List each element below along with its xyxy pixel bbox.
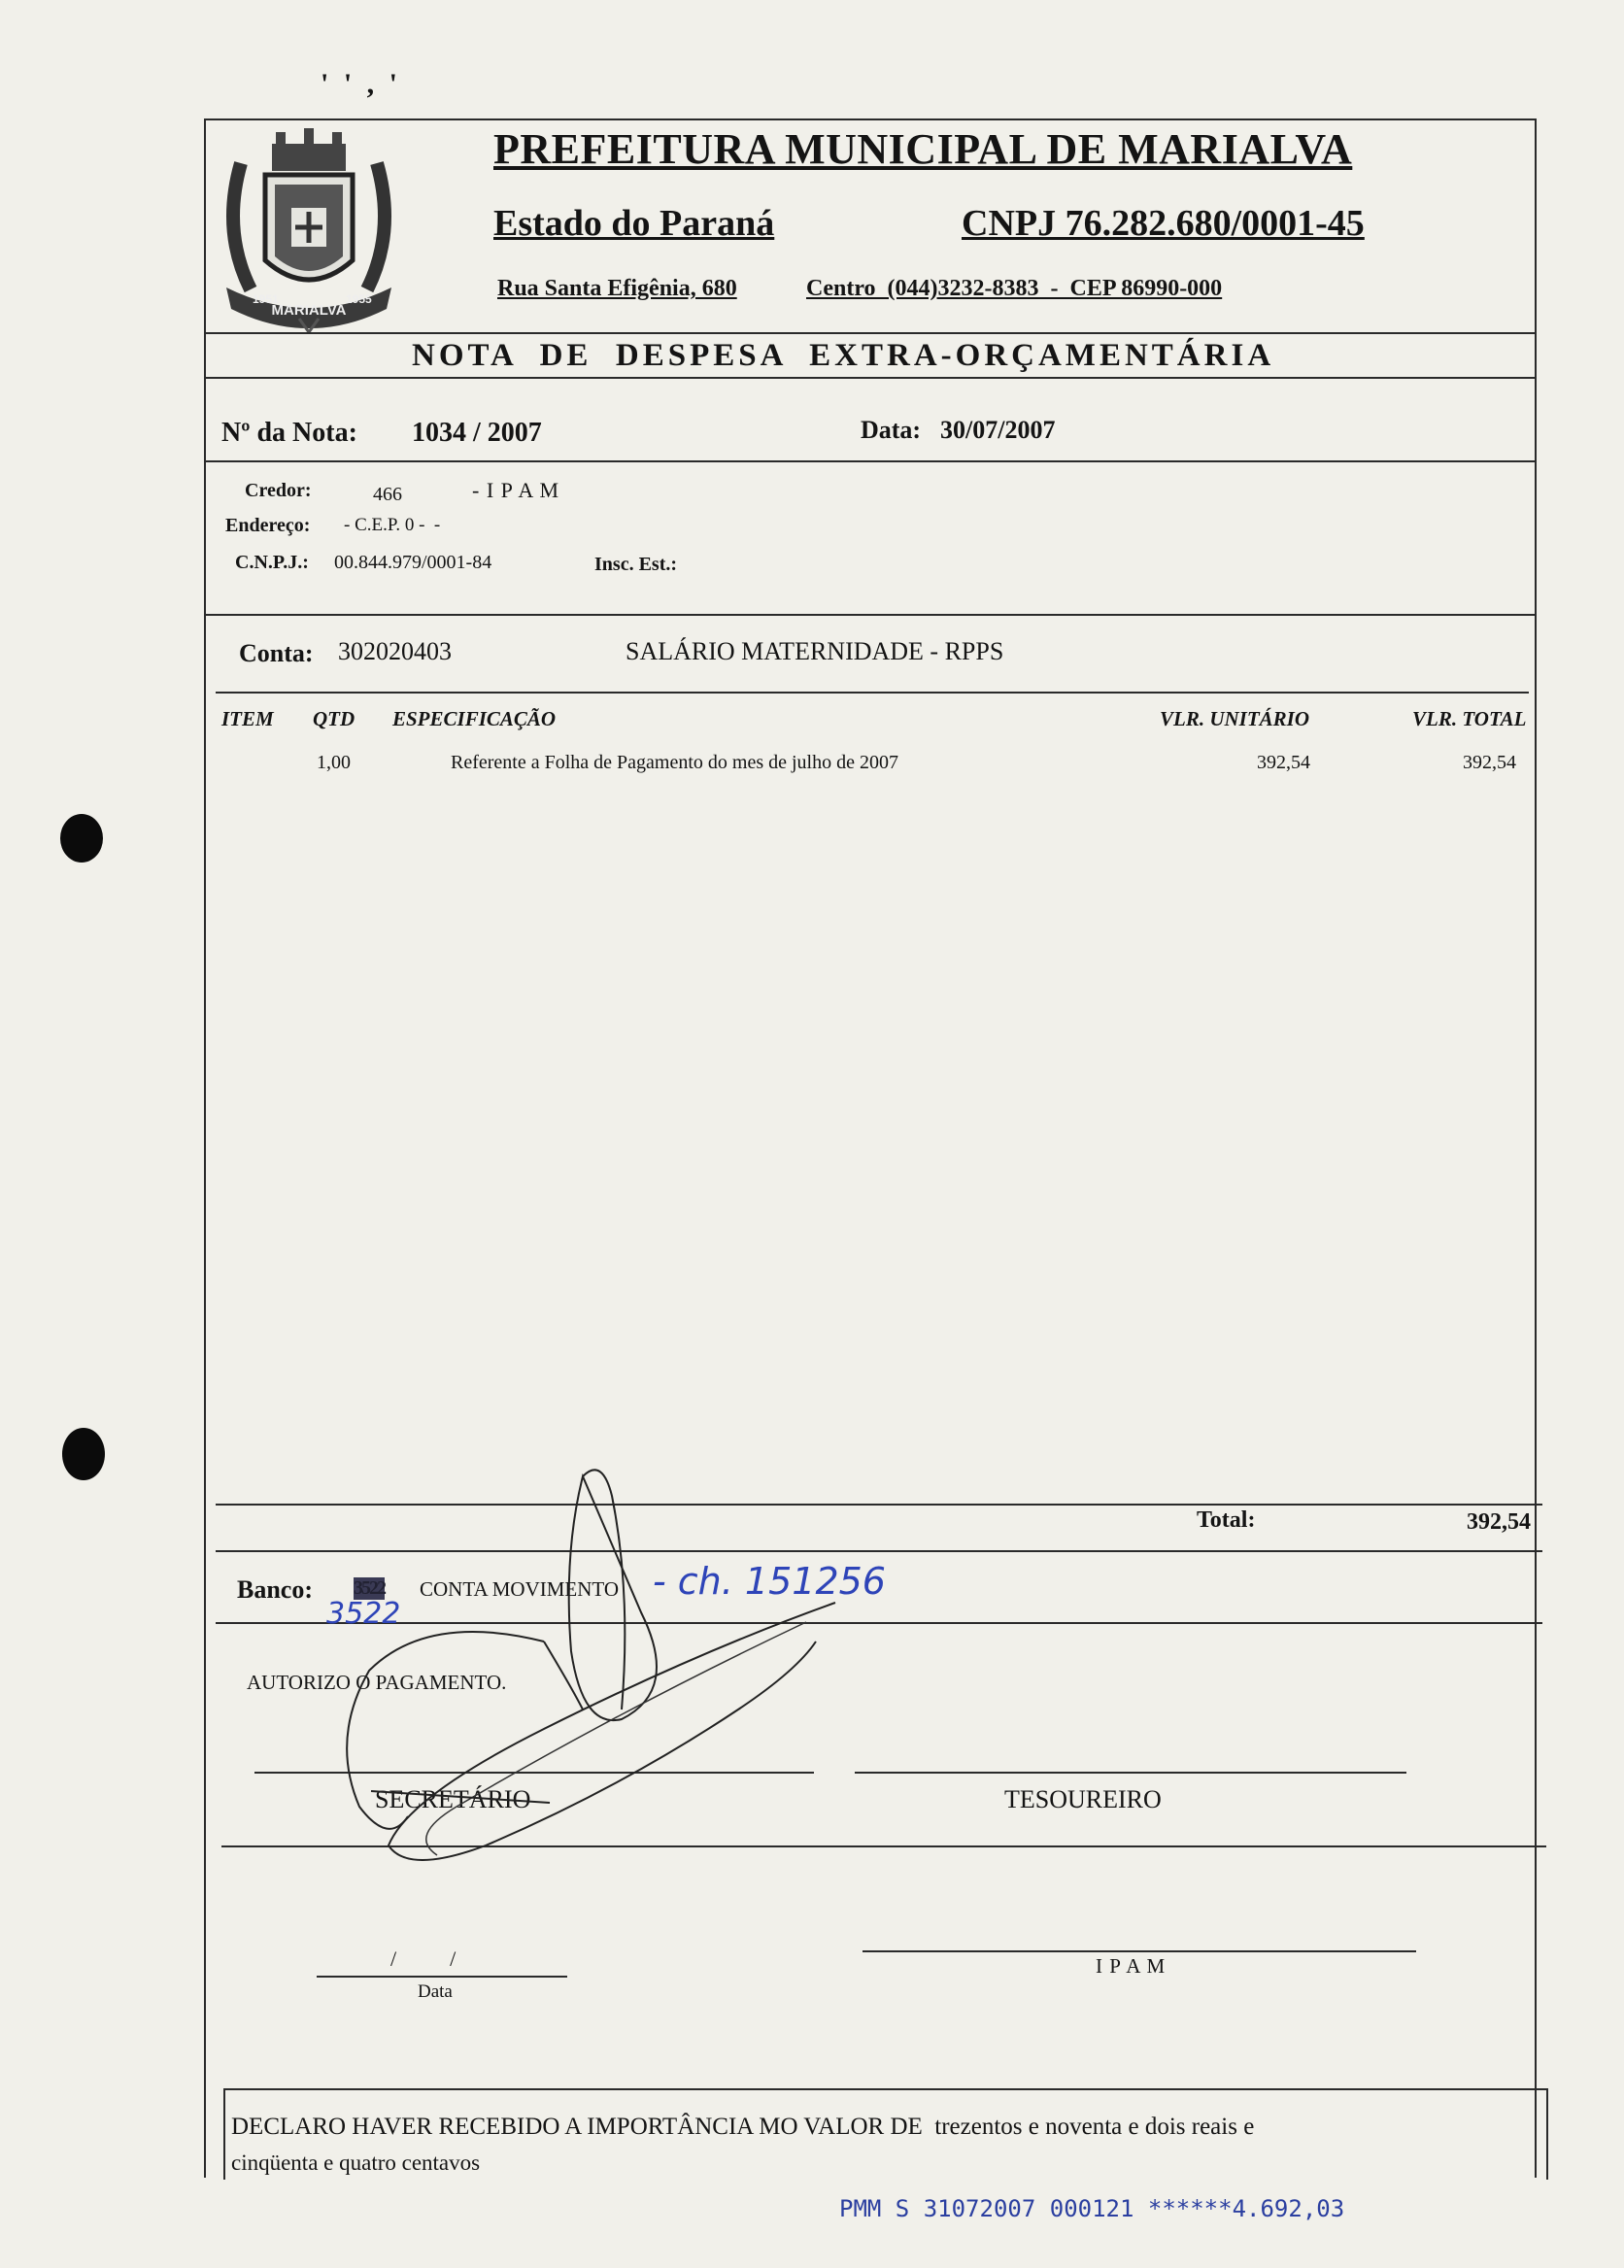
document-title: NOTA DE DESPESA EXTRA-ORÇAMENTÁRIA bbox=[412, 338, 1275, 373]
account-label: Conta: bbox=[239, 639, 314, 667]
col-header-especificacao: ESPECIFICAÇÃO bbox=[392, 707, 557, 730]
address-street: Rua Santa Efigênia, 680 bbox=[497, 276, 737, 301]
address-rest: Centro (044)3232-8383 - CEP 86990-000 bbox=[806, 276, 1223, 301]
recipient-label: I P A M bbox=[1096, 1954, 1167, 1978]
receipt-date-slashes: / / bbox=[390, 1946, 457, 1971]
insc-est-label: Insc. Est.: bbox=[594, 554, 678, 575]
endereco-label: Endereço: bbox=[225, 515, 311, 536]
receipt-date-label: Data bbox=[418, 1981, 453, 2002]
bank-label: Banco: bbox=[237, 1575, 313, 1604]
total-value: 392,54 bbox=[1467, 1509, 1531, 1535]
bank-account-text: CONTA MOVIMENTO bbox=[420, 1577, 620, 1601]
institution-title: PREFEITURA MUNICIPAL DE MARIALVA bbox=[493, 125, 1353, 173]
credor-label: Credor: bbox=[245, 480, 312, 501]
row-especificacao: Referente a Folha de Pagamento do mes de julho de 2007 bbox=[451, 752, 898, 773]
authorization-text: AUTORIZO O PAGAMENTO. bbox=[247, 1671, 507, 1694]
col-header-qtd: QTD bbox=[313, 707, 355, 730]
scan-marks: ' ' , ' bbox=[321, 68, 402, 100]
note-date-value: 30/07/2007 bbox=[940, 416, 1056, 444]
declaration-line-1: DECLARO HAVER RECEBIDO A IMPORTÂNCIA MO VALOR DE trezentos e noventa e dois reais e bbox=[231, 2114, 1255, 2140]
account-number: 302020403 bbox=[338, 637, 452, 665]
row-vlr-total: 392,54 bbox=[1463, 752, 1516, 773]
row-vlr-unitario: 392,54 bbox=[1257, 752, 1310, 773]
cnpj-label: C.N.P.J.: bbox=[235, 552, 309, 573]
total-label: Total: bbox=[1197, 1507, 1256, 1533]
seal-year-right: 1955 bbox=[346, 292, 372, 306]
col-header-vlr-total: VLR. TOTAL bbox=[1412, 707, 1527, 730]
seal-year-left: 1951 bbox=[253, 292, 279, 306]
seal-ribbon-text: MARIALVA bbox=[271, 302, 347, 319]
handwritten-check-number: - ch. 151256 bbox=[653, 1560, 886, 1603]
credor-name: - I P A M bbox=[472, 478, 560, 502]
endereco-value: - C.E.P. 0 - - bbox=[344, 515, 441, 535]
note-number-value: 1034 / 2007 bbox=[412, 418, 542, 448]
account-description: SALÁRIO MATERNIDADE - RPPS bbox=[626, 637, 1004, 665]
cnpj-value: 00.844.979/0001-84 bbox=[334, 552, 492, 573]
credor-code: 466 bbox=[373, 484, 402, 505]
handwritten-bank-code: 3522 bbox=[326, 1597, 401, 1631]
note-date-label: Data: bbox=[861, 416, 922, 444]
secretary-label: SECRETÁRIO bbox=[375, 1785, 531, 1813]
col-header-item: ITEM bbox=[221, 707, 274, 730]
col-header-vlr-unitario: VLR. UNITÁRIO bbox=[1160, 707, 1310, 730]
declaration-line-2: cinqüenta e quatro centavos bbox=[231, 2150, 481, 2175]
treasurer-label: TESOUREIRO bbox=[1004, 1785, 1162, 1813]
bank-code-obscured: 3522 bbox=[354, 1577, 385, 1599]
row-qtd: 1,00 bbox=[317, 752, 351, 773]
institution-cnpj: CNPJ 76.282.680/0001-45 bbox=[962, 203, 1365, 244]
authentication-stamp: PMM S 31072007 000121 ******4.692,03 bbox=[839, 2195, 1345, 2222]
note-number-label: Nº da Nota: bbox=[221, 418, 357, 448]
state-name: Estado do Paraná bbox=[493, 203, 775, 244]
